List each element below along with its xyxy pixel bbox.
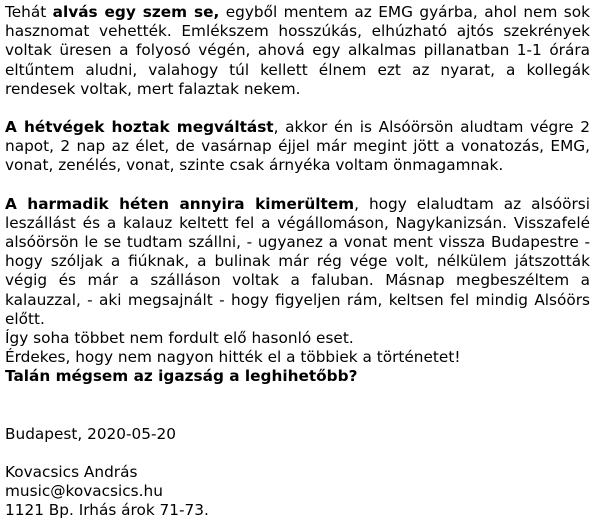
paragraph-sleepless-text: egyből mentem az EMG gyárba, ahol nem sok hasznomat vehették. Emlékszem hosszúkás, elhúzható ajtós szekrények voltak üresen a folyosó végén, ahová egy alkalmas pillanatban 1-1 órára eltűntem aludni, valahogy túl kellett élnem ezt az nyarat, a kollegák rendesek voltak, mert falaztak nekem. — [5, 3, 590, 98]
line-never-again: Így soha többet nem fordult elő hasonló eset. — [5, 329, 354, 348]
paragraph-weekends — [5, 118, 590, 176]
spacer — [5, 176, 590, 195]
paragraph-weekends-bold: A hétvégek hoztak megváltást — [5, 118, 274, 137]
paragraph-sleepless — [5, 3, 590, 99]
signature-address: 1121 Bp. Irhás árok 71-73. — [5, 501, 209, 520]
paragraph-exhausted-bold: A harmadik héten annyira kimerültem — [5, 194, 355, 213]
signature-name: Kovacsics András — [5, 462, 138, 481]
place-date: Budapest, 2020-05-20 — [5, 424, 176, 443]
spacer — [5, 99, 590, 118]
paragraph-sleepless-pre: Tehát — [5, 3, 53, 21]
line-truth-question-bold: Talán mégsem az igazság a leghihetőbb? — [5, 367, 358, 386]
document-body — [5, 3, 590, 520]
paragraph-exhausted-text: , hogy elaludtam az alsóörsi leszállást és a kalauz keltett fel a végállomáson, Nagykanizsán. Visszafelé alsóörsön le se tudtam szállni, - ugyanez a vonat ment vissza Budapestre - hogy szóljak a fiúknak, a bulinak már rég vége volt, nélkülem játszották végig és már a szálláson voltak a faluban. Másnap megbeszéltem a kalauzzal, - aki megsajnált - hogy figyeljen rám, keltsen fel mindig Alsóörs előtt. — [5, 194, 590, 328]
spacer — [5, 387, 590, 425]
paragraph-sleepless-bold: alvás egy szem se, — [52, 3, 220, 21]
paragraph-weekends-text: , akkor én is Alsóörsön aludtam végre 2 napot, 2 nap az élet, de vasárnap éjjel már megint jött a vonatozás, EMG, vonat, zenélés, vonat, szinte csak árnyéka voltam önmagamnak. — [5, 118, 590, 175]
signature-email: music@kovacsics.hu — [5, 482, 163, 501]
line-interesting: Érdekes, hogy nem nagyon hitték el a többiek a történetet! — [5, 348, 461, 367]
line-truth-question — [5, 367, 590, 386]
paragraph-exhausted — [5, 195, 590, 329]
spacer — [5, 444, 590, 463]
